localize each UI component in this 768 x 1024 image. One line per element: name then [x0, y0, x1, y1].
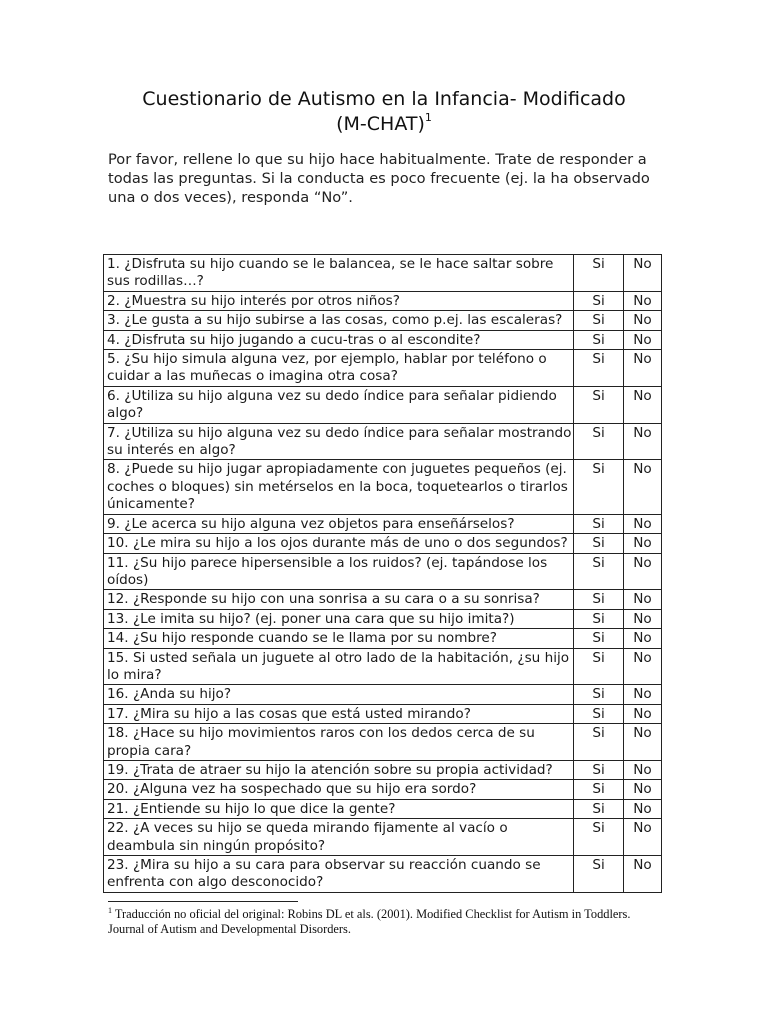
answer-yes[interactable]: Si [574, 386, 624, 423]
question-row [104, 856, 662, 893]
question-row [104, 780, 662, 799]
answer-yes[interactable]: Si [574, 423, 624, 460]
question-row [104, 311, 662, 330]
question-text: 8. ¿Puede su hijo jugar apropiadamente con juguetes pequeños (ej. coches o bloques) sin metérselos en la boca, toquetearlos o tirarlos únicamente? [104, 460, 574, 514]
question-text: 9. ¿Le acerca su hijo alguna vez objetos para enseñárselos? [104, 514, 574, 533]
answer-yes[interactable]: Si [574, 724, 624, 761]
question-row [104, 350, 662, 387]
answer-no[interactable]: No [624, 685, 662, 704]
question-row [104, 629, 662, 648]
instructions-paragraph: Por favor, rellene lo que su hijo hace habitualmente. Trate de responder a todas las preguntas. Si la conducta es poco frecuente (ej. la ha observado una o dos veces), responda “No”. [108, 151, 650, 206]
answer-yes[interactable]: Si [574, 685, 624, 704]
question-text: 7. ¿Utiliza su hijo alguna vez su dedo índice para señalar mostrando su interés en algo? [104, 423, 574, 460]
question-text: 12. ¿Responde su hijo con una sonrisa a su cara o a su sonrisa? [104, 590, 574, 609]
answer-no[interactable]: No [624, 648, 662, 685]
answer-no[interactable]: No [624, 856, 662, 893]
question-text: 10. ¿Le mira su hijo a los ojos durante más de uno o dos segundos? [104, 534, 574, 553]
question-row [104, 386, 662, 423]
answer-yes[interactable]: Si [574, 330, 624, 349]
footnote-text: Traducción no oficial del original: Robins DL et als. (2001). Modified Checklist for Autism in Toddlers. Journal of Autism and Developmental Disorders. [108, 907, 631, 936]
question-text: 19. ¿Trata de atraer su hijo la atención sobre su propia actividad? [104, 760, 574, 779]
answer-yes[interactable]: Si [574, 609, 624, 628]
questionnaire-table [103, 254, 662, 893]
answer-yes[interactable]: Si [574, 629, 624, 648]
question-text: 18. ¿Hace su hijo movimientos raros con los dedos cerca de su propia cara? [104, 724, 574, 761]
question-row [104, 553, 662, 590]
answer-no[interactable]: No [624, 629, 662, 648]
answer-yes[interactable]: Si [574, 460, 624, 514]
answer-yes[interactable]: Si [574, 291, 624, 310]
answer-no[interactable]: No [624, 534, 662, 553]
question-row [104, 423, 662, 460]
question-row [104, 590, 662, 609]
question-row [104, 799, 662, 818]
question-text: 1. ¿Disfruta su hijo cuando se le balancea, se le hace saltar sobre sus rodillas…? [104, 255, 574, 292]
answer-yes[interactable]: Si [574, 350, 624, 387]
question-text: 23. ¿Mira su hijo a su cara para observar su reacción cuando se enfrenta con algo desconocido? [104, 856, 574, 893]
question-text: 21. ¿Entiende su hijo lo que dice la gente? [104, 799, 574, 818]
answer-yes[interactable]: Si [574, 648, 624, 685]
question-row [104, 514, 662, 533]
answer-yes[interactable]: Si [574, 553, 624, 590]
answer-no[interactable]: No [624, 553, 662, 590]
footnote [108, 907, 668, 937]
footnote-marker: 1 [424, 111, 432, 124]
questionnaire-body [104, 255, 662, 893]
answer-yes[interactable]: Si [574, 799, 624, 818]
question-row [104, 760, 662, 779]
answer-no[interactable]: No [624, 350, 662, 387]
question-row [104, 819, 662, 856]
answer-no[interactable]: No [624, 760, 662, 779]
question-text: 3. ¿Le gusta a su hijo subirse a las cosas, como p.ej. las escaleras? [104, 311, 574, 330]
answer-yes[interactable]: Si [574, 590, 624, 609]
document-subtitle [0, 112, 768, 136]
question-text: 11. ¿Su hijo parece hipersensible a los ruidos? (ej. tapándose los oídos) [104, 553, 574, 590]
answer-no[interactable]: No [624, 386, 662, 423]
answer-no[interactable]: No [624, 590, 662, 609]
question-text: 4. ¿Disfruta su hijo jugando a cucu-tras o al escondite? [104, 330, 574, 349]
question-row [104, 609, 662, 628]
footnote-divider [108, 901, 298, 902]
answer-no[interactable]: No [624, 311, 662, 330]
question-row [104, 460, 662, 514]
answer-yes[interactable]: Si [574, 819, 624, 856]
question-text: 13. ¿Le imita su hijo? (ej. poner una cara que su hijo imita?) [104, 609, 574, 628]
question-row [104, 685, 662, 704]
question-text: 6. ¿Utiliza su hijo alguna vez su dedo índice para señalar pidiendo algo? [104, 386, 574, 423]
question-row [104, 704, 662, 723]
answer-yes[interactable]: Si [574, 255, 624, 292]
answer-no[interactable]: No [624, 460, 662, 514]
question-text: 22. ¿A veces su hijo se queda mirando fijamente al vacío o deambula sin ningún propósito? [104, 819, 574, 856]
question-text: 20. ¿Alguna vez ha sospechado que su hijo era sordo? [104, 780, 574, 799]
answer-no[interactable]: No [624, 609, 662, 628]
answer-no[interactable]: No [624, 514, 662, 533]
answer-yes[interactable]: Si [574, 514, 624, 533]
answer-yes[interactable]: Si [574, 856, 624, 893]
answer-no[interactable]: No [624, 291, 662, 310]
answer-yes[interactable]: Si [574, 534, 624, 553]
question-text: 2. ¿Muestra su hijo interés por otros niños? [104, 291, 574, 310]
answer-yes[interactable]: Si [574, 704, 624, 723]
document-title: Cuestionario de Autismo en la Infancia- Modificado [142, 88, 626, 110]
answer-no[interactable]: No [624, 423, 662, 460]
footnote-number: 1 [108, 906, 112, 915]
answer-no[interactable]: No [624, 819, 662, 856]
question-row [104, 648, 662, 685]
question-row [104, 255, 662, 292]
question-text: 14. ¿Su hijo responde cuando se le llama por su nombre? [104, 629, 574, 648]
answer-no[interactable]: No [624, 704, 662, 723]
question-text: 5. ¿Su hijo simula alguna vez, por ejemplo, hablar por teléfono o cuidar a las muñecas o imagina otra cosa? [104, 350, 574, 387]
question-text: 17. ¿Mira su hijo a las cosas que está usted mirando? [104, 704, 574, 723]
answer-no[interactable]: No [624, 724, 662, 761]
acronym: (M-CHAT) [336, 113, 425, 135]
answer-no[interactable]: No [624, 255, 662, 292]
question-row [104, 291, 662, 310]
answer-no[interactable]: No [624, 799, 662, 818]
question-text: 16. ¿Anda su hijo? [104, 685, 574, 704]
answer-no[interactable]: No [624, 780, 662, 799]
question-row [104, 534, 662, 553]
question-row [104, 330, 662, 349]
answer-no[interactable]: No [624, 330, 662, 349]
question-row [104, 724, 662, 761]
answer-yes[interactable]: Si [574, 780, 624, 799]
answer-yes[interactable]: Si [574, 311, 624, 330]
question-text: 15. Si usted señala un juguete al otro lado de la habitación, ¿su hijo lo mira? [104, 648, 574, 685]
answer-yes[interactable]: Si [574, 760, 624, 779]
